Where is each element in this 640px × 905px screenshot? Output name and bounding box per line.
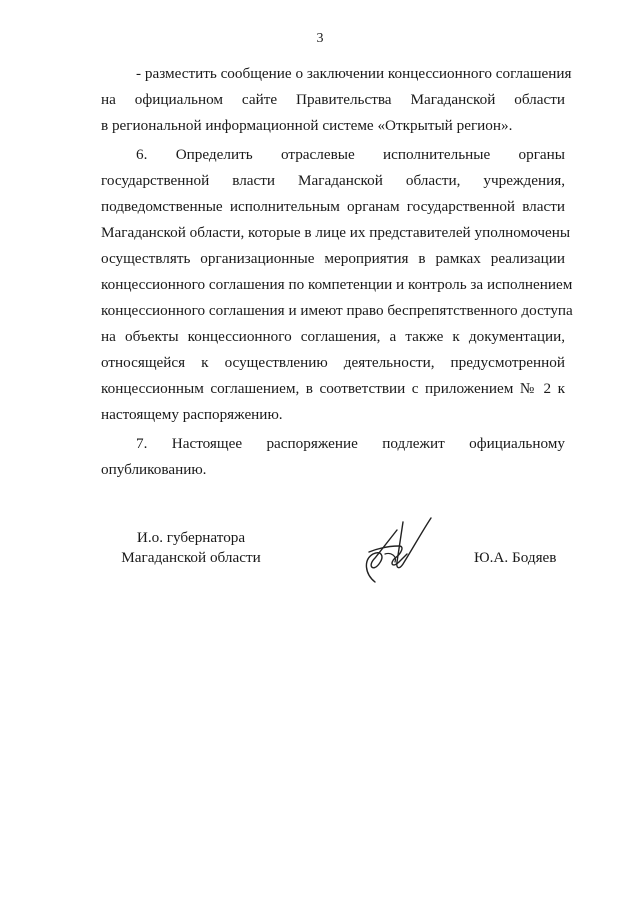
handwritten-signature: [345, 512, 435, 592]
signatory-position: [101, 528, 281, 568]
signer-name: Ю.А. Бодяев: [474, 549, 557, 566]
text-line: на официальном сайте Правительства Магаданской области: [101, 91, 565, 108]
signatory-position-line: И.о. губернатора: [136, 529, 246, 546]
text-line: 7. Настоящее распоряжение подлежит официальному: [136, 435, 565, 452]
signatory-position-line: Магаданской области: [121, 549, 261, 566]
text-line: подведомственные исполнительным органам государственной власти: [101, 198, 565, 215]
text-line: - разместить сообщение о заключении концессионного соглашения: [136, 65, 572, 82]
text-line: государственной власти Магаданской области, учреждения,: [101, 172, 565, 189]
text-line: концессионного соглашения по компетенции и контроль за исполнением: [101, 276, 573, 293]
text-line: настоящему распоряжению.: [101, 406, 283, 423]
text-line: концессионным соглашением, в соответствии с приложением № 2 к: [101, 380, 565, 397]
text-line: относящейся к осуществлению деятельности, предусмотренной: [101, 354, 565, 371]
text-line: Магаданской области, которые в лице их представителей уполномочены: [101, 224, 571, 241]
text-line: 6. Определить отраслевые исполнительные органы: [136, 146, 565, 163]
text-line: концессионного соглашения и имеют право беспрепятственного доступа: [101, 302, 573, 319]
text-line: осуществлять организационные мероприятия в рамках реализации: [101, 250, 565, 267]
text-line: опубликованию.: [101, 461, 207, 478]
text-line: в региональной информационной системе «Открытый регион».: [101, 117, 513, 134]
text-line: на объекты концессионного соглашения, а также к документации,: [101, 328, 565, 345]
page-number: 3: [316, 31, 324, 46]
